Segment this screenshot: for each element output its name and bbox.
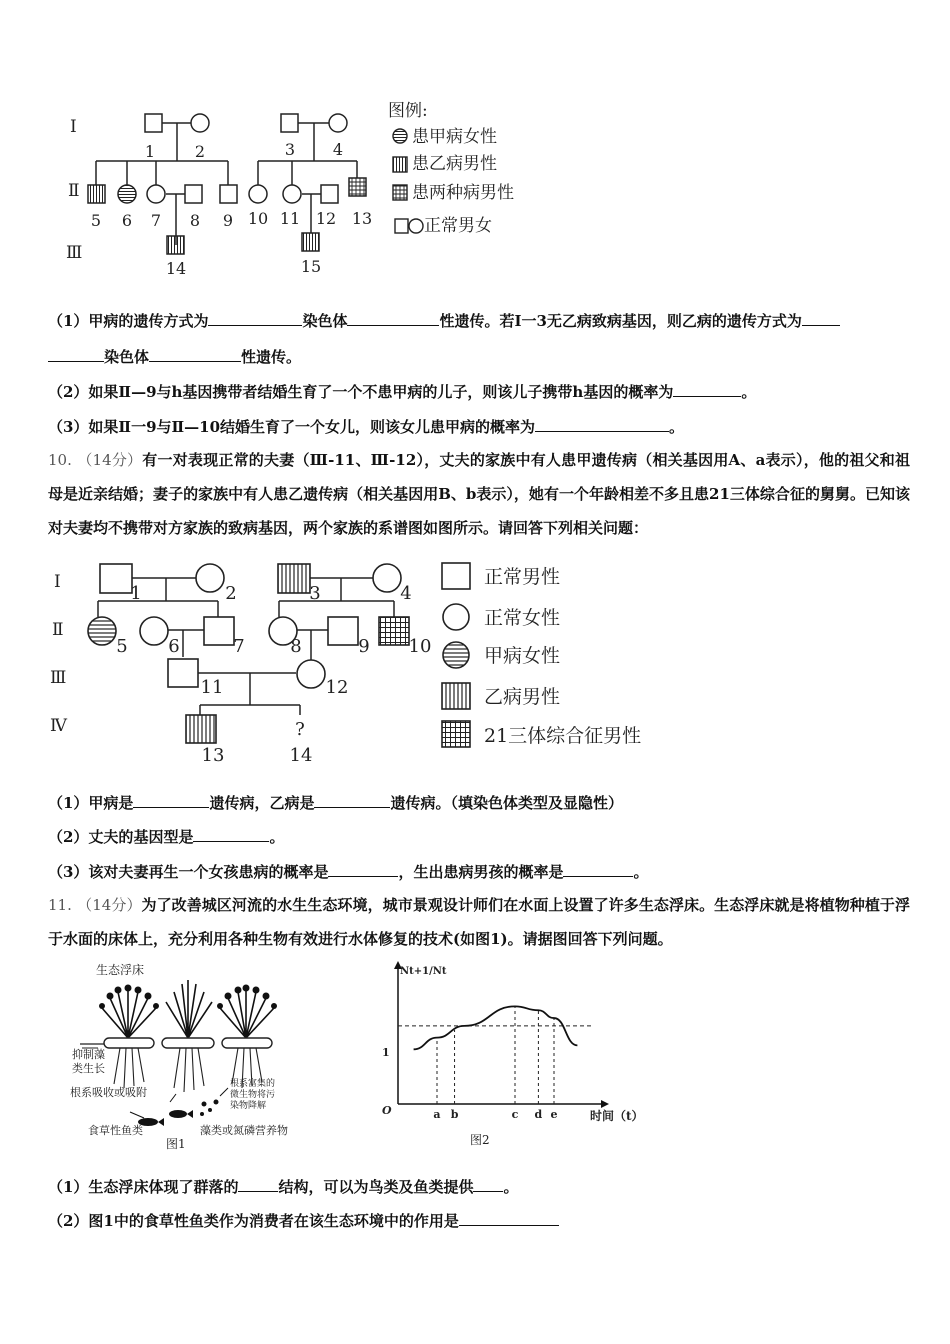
question-score: （14分） <box>77 451 143 469</box>
id-label: 8 <box>290 636 302 657</box>
gen-label: Ⅱ <box>52 620 64 640</box>
text: 。 <box>503 1178 519 1196</box>
text: 性遗传。 <box>241 348 302 366</box>
fig2-caption: 图2 <box>470 1133 490 1147</box>
fig1-label: 抑制藻 <box>72 1048 105 1061</box>
legend-label: 正常女性 <box>484 607 561 629</box>
id-label: 8 <box>189 211 201 230</box>
text: 遗传病。（填染色体类型及显隐性） <box>390 794 623 812</box>
id-label: 11 <box>279 209 301 228</box>
legend-label: 患甲病女性 <box>412 127 497 147</box>
nutrient-icon <box>200 1100 219 1117</box>
q9-line-1 <box>48 310 840 331</box>
individual-I-2 <box>191 114 209 132</box>
y-axis-label: Nt+1/Nt <box>400 966 447 977</box>
answer-blank[interactable] <box>459 1211 559 1226</box>
individual-II-12 <box>321 185 338 203</box>
individual-II-11 <box>283 185 301 203</box>
id-label: 5 <box>90 211 102 230</box>
origin-label: O <box>382 1104 392 1117</box>
fish-icon <box>138 1110 193 1126</box>
individual-II-7 <box>147 185 165 203</box>
text: 。 <box>269 828 285 846</box>
legend-symbol <box>393 129 407 143</box>
individual-II-6 <box>118 185 136 203</box>
figure-2-chart <box>370 952 650 1162</box>
legend-label: 正常男女 <box>424 216 492 236</box>
legend-symbol <box>443 604 469 630</box>
id-label: 15 <box>300 257 322 276</box>
text: ，生出患病男孩的概率是 <box>398 863 564 881</box>
answer-blank[interactable] <box>314 793 390 808</box>
question-text: 有一对表现正常的夫妻（Ⅲ-11、Ⅲ-12），丈夫的家族中有人患甲遗传病（相关基因用A、a表示），他的祖父和祖母是近亲结婚；妻子的家族中有人患乙遗传病（相关基因用B、b表示），她有一个年龄相差不多且患21三体综合征的舅舅。已知该对夫妻均不携带对方家族的致病基因，两个家族的系谱图如图所示。请回答下列相关问题： <box>48 451 910 537</box>
id-label: 7 <box>233 636 245 657</box>
id-label: 13 <box>201 745 225 766</box>
legend-symbol <box>395 219 408 233</box>
legend-title: 图例: <box>388 101 428 121</box>
individual-II-13 <box>349 178 366 196</box>
fig1-title: 生态浮床 <box>96 963 145 977</box>
q9-line-4 <box>48 416 684 437</box>
id-label: 2 <box>225 583 237 604</box>
gen-label: Ⅱ <box>68 181 80 201</box>
answer-blank[interactable] <box>193 827 269 842</box>
individual-II-7 <box>204 617 234 645</box>
individual-III-11 <box>168 659 198 687</box>
fig1-caption: 图1 <box>166 1137 186 1151</box>
y-tick-label: 1 <box>382 1046 390 1059</box>
gen-label: Ⅳ <box>50 716 67 736</box>
text: （2）如果Ⅱ—9与h基因携带者结婚生育了一个不患甲病的儿子，则该儿子携带h基因的概率为 <box>48 383 674 401</box>
text: 染色体 <box>104 348 150 366</box>
legend-symbol <box>442 683 470 709</box>
id-label: 7 <box>150 211 162 230</box>
figure-1-floating-bed <box>70 962 320 1162</box>
x-tick-label: a <box>433 1108 441 1121</box>
legend-symbol <box>443 642 469 668</box>
individual-II-10 <box>249 185 267 203</box>
individual-II-5 <box>88 185 105 203</box>
fig1-label: 根系富集的 <box>230 1079 276 1089</box>
float-bed <box>104 1038 154 1048</box>
individual-I-1 <box>100 564 132 593</box>
id-label: 12 <box>315 209 337 228</box>
individual-I-4 <box>373 564 401 592</box>
x-tick-label: c <box>511 1108 519 1121</box>
series-line <box>414 1006 578 1049</box>
gen-label: Ⅲ <box>50 668 67 688</box>
individual-II-10 <box>379 617 409 645</box>
text: 。 <box>669 418 685 436</box>
x-tick-label: b <box>450 1108 459 1121</box>
id-label: 1 <box>130 583 142 604</box>
id-label: 11 <box>200 677 224 698</box>
q11-sub-2 <box>48 1210 559 1231</box>
id-label: 3 <box>284 140 296 159</box>
individual-II-6 <box>140 617 168 645</box>
answer-blank[interactable] <box>563 862 633 877</box>
individual-I-1 <box>145 114 162 132</box>
float-bed <box>222 1038 272 1048</box>
fig1-label: 根系吸收或吸附 <box>70 1086 147 1099</box>
answer-blank[interactable] <box>473 1177 503 1192</box>
text: 结构，可以为鸟类及鱼类提供 <box>278 1178 474 1196</box>
question-score: （14分） <box>77 896 142 914</box>
legend-label: 正常男性 <box>484 566 561 588</box>
text: （3）如果Ⅱ一9与Ⅱ—10结婚生育了一个女儿，则该女儿患甲病的概率为 <box>48 418 536 436</box>
legend-symbol <box>393 185 407 200</box>
fig1-label: 类生长 <box>72 1062 105 1075</box>
answer-blank[interactable] <box>802 311 840 326</box>
id-label: 10 <box>247 209 269 228</box>
id-label: 1 <box>144 142 156 161</box>
text: 。 <box>633 863 649 881</box>
text: （1）甲病的遗传方式为 <box>48 312 209 330</box>
legend-label: 患乙病男性 <box>412 154 497 174</box>
id-label: 9 <box>358 636 370 657</box>
id-label: 13 <box>351 209 373 228</box>
legend-symbol <box>442 563 470 589</box>
text: （2）丈夫的基因型是 <box>48 828 194 846</box>
text: （2）图1中的食草性鱼类作为消费者在该生态环境中的作用是 <box>48 1212 459 1230</box>
text: 遗传病，乙病是 <box>209 794 315 812</box>
individual-III-12 <box>297 660 325 688</box>
legend-symbol <box>409 219 423 233</box>
individual-III-15 <box>302 233 319 251</box>
individual-I-3 <box>278 564 310 593</box>
id-label: 6 <box>121 211 133 230</box>
gen-label: Ⅲ <box>66 243 83 263</box>
legend-label: 甲病女性 <box>484 645 561 667</box>
legend-symbol <box>442 721 470 747</box>
text: 染色体 <box>302 312 348 330</box>
question-text: 为了改善城区河流的水生生态环境，城市景观设计师们在水面上设置了许多生态浮床。生态浮床就是将植物种植于浮于水面的床体上，充分利用各种生物有效进行水体修复的技术(如图1)。请据图回答下列问题。 <box>48 896 910 948</box>
individual-IV-13 <box>186 715 216 743</box>
id-label: 2 <box>194 142 206 161</box>
individual-II-9 <box>328 617 358 645</box>
gen-label: Ⅰ <box>70 117 77 137</box>
individual-II-5 <box>88 617 116 645</box>
answer-blank[interactable] <box>535 417 669 432</box>
legend-label: 21三体综合征男性 <box>484 725 642 747</box>
individual-I-2 <box>196 564 224 592</box>
unknown-marker: ? <box>295 719 305 740</box>
x-tick-label: d <box>534 1108 543 1121</box>
fig1-label: 微生物将污 <box>230 1090 276 1100</box>
q9-line-2 <box>48 346 301 367</box>
id-label: 3 <box>309 583 321 604</box>
answer-blank[interactable] <box>328 862 398 877</box>
pedigree-figure-1 <box>50 88 550 288</box>
id-label: 14 <box>289 745 313 766</box>
id-label: 6 <box>168 636 180 657</box>
pedigree-figure-2 <box>48 555 668 770</box>
legend-label: 乙病男性 <box>484 686 561 708</box>
individual-II-8 <box>185 185 202 203</box>
answer-blank[interactable] <box>48 347 104 362</box>
q10-sub-3 <box>48 861 648 882</box>
q10-sub-2 <box>48 826 284 847</box>
id-label: 5 <box>116 636 128 657</box>
x-axis-label: 时间（t） <box>590 1109 644 1123</box>
answer-blank[interactable] <box>673 382 741 397</box>
q11-sub-1 <box>48 1176 518 1197</box>
individual-II-9 <box>220 185 237 203</box>
text: 性遗传。若Ⅰ一3无乙病致病基因，则乙病的遗传方式为 <box>439 312 802 330</box>
x-axis-arrow <box>601 1100 609 1108</box>
x-tick-label: e <box>550 1108 558 1121</box>
answer-blank[interactable] <box>347 311 439 326</box>
text: 。 <box>741 383 757 401</box>
answer-blank[interactable] <box>133 793 209 808</box>
q9-line-3 <box>48 381 756 402</box>
text: （1）生态浮床体现了群落的 <box>48 1178 239 1196</box>
text: （1）甲病是 <box>48 794 134 812</box>
gen-label: Ⅰ <box>54 572 61 592</box>
float-bed <box>162 1038 214 1048</box>
q11-intro <box>48 888 910 956</box>
id-label: 12 <box>325 677 349 698</box>
id-label: 14 <box>165 259 187 278</box>
id-label: 4 <box>332 140 344 159</box>
fig1-label: 藻类或氮磷营养物 <box>200 1124 288 1137</box>
individual-I-4 <box>329 114 347 132</box>
legend-label: 患两种病男性 <box>412 183 514 203</box>
text: （3）该对夫妻再生一个女孩患病的概率是 <box>48 863 329 881</box>
answer-blank[interactable] <box>149 347 241 362</box>
individual-I-3 <box>281 114 298 132</box>
q10-sub-1 <box>48 792 623 813</box>
id-label: 4 <box>400 583 412 604</box>
individual-III-14 <box>167 236 184 254</box>
id-label: 9 <box>222 211 234 230</box>
question-number: 11. <box>48 896 72 914</box>
id-label: 10 <box>408 636 432 657</box>
question-number: 10. <box>48 451 72 469</box>
legend-symbol <box>393 157 407 172</box>
q10-intro <box>48 443 910 545</box>
fig1-label: 食草性鱼类 <box>88 1124 143 1137</box>
answer-blank[interactable] <box>208 311 302 326</box>
answer-blank[interactable] <box>238 1177 278 1192</box>
fig1-label: 染物降解 <box>230 1101 267 1111</box>
